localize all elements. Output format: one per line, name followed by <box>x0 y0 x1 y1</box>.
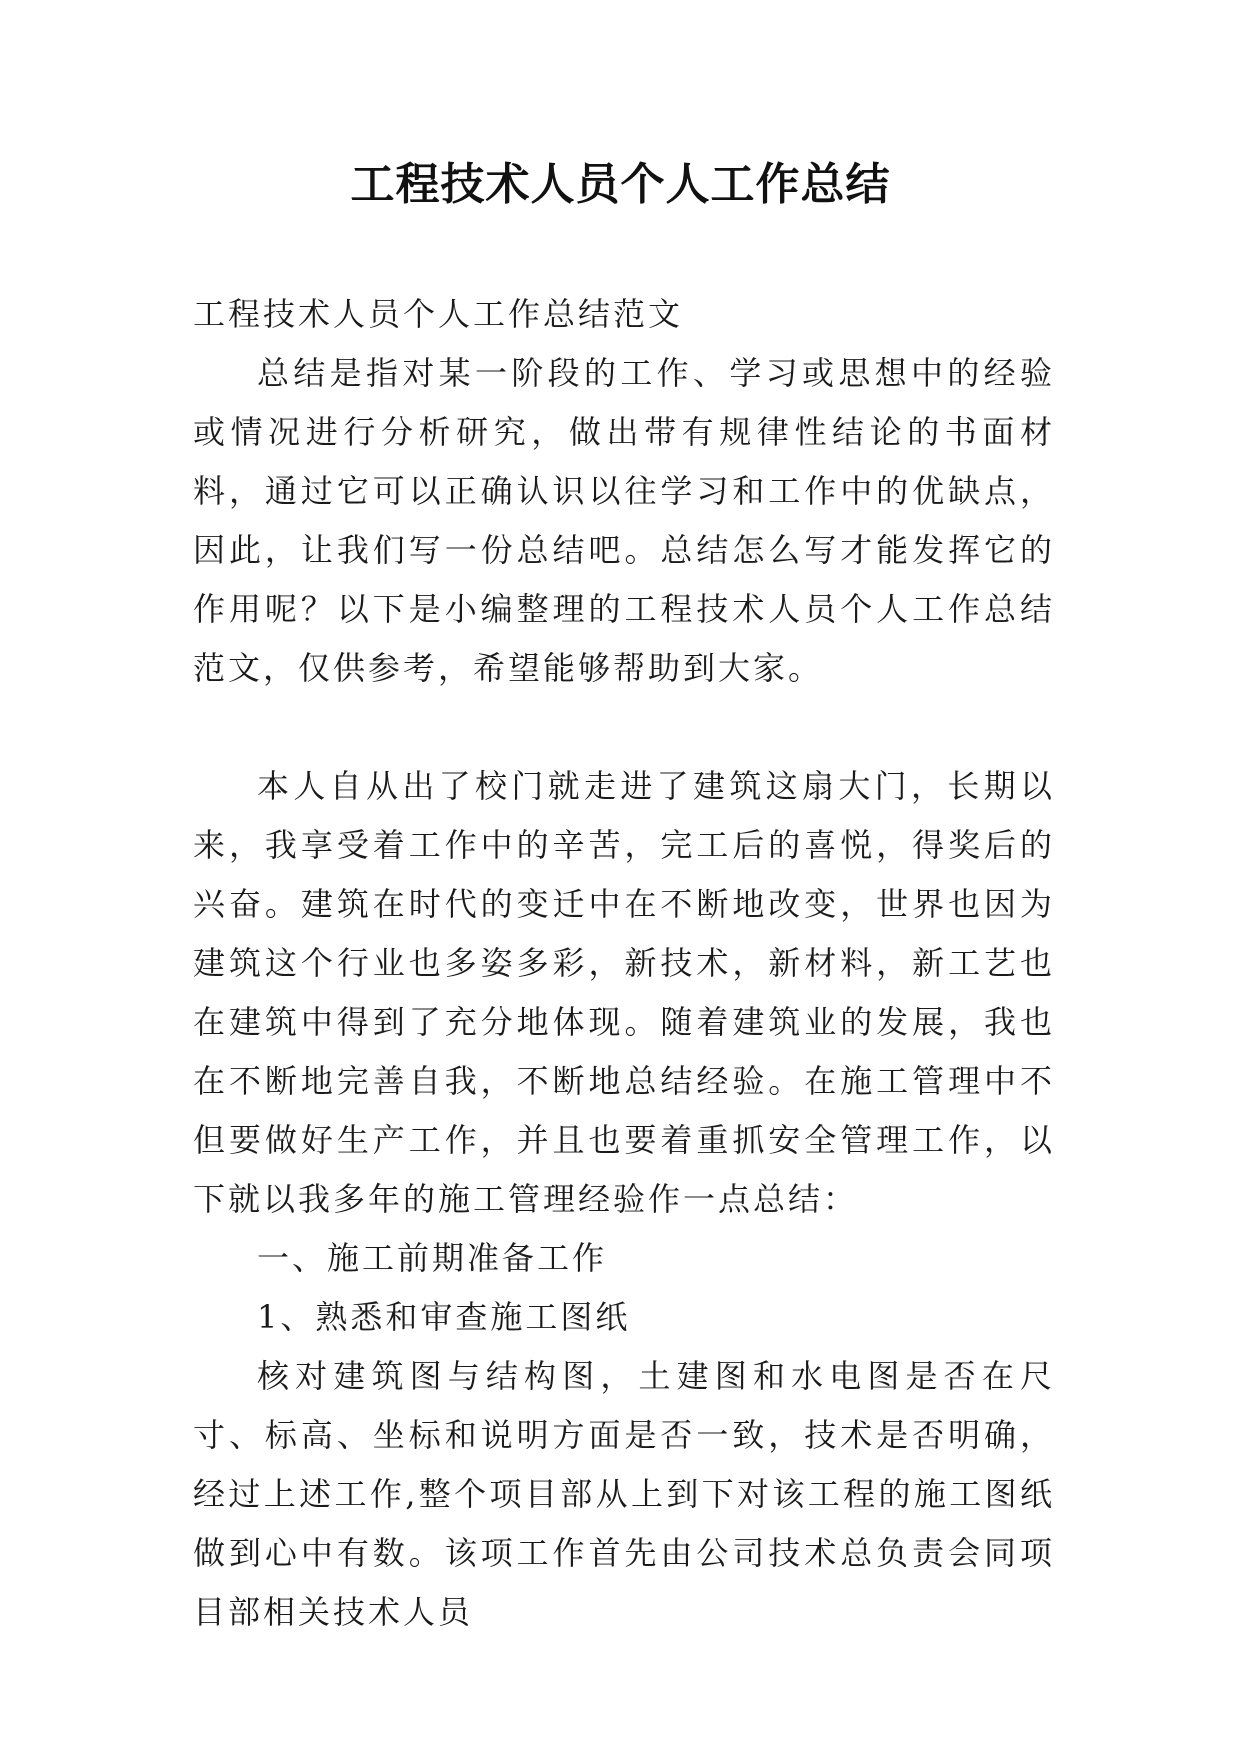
paragraph-intro: 总结是指对某一阶段的工作、学习或思想中的经验或情况进行分析研究，做出带有规律性结论的书面材料，通过它可以正确认识以往学习和工作中的优缺点，因此，让我们写一份总结吧。总结怎么写才能发挥它的作用呢？以下是小编整理的工程技术人员个人工作总结范文，仅供参考，希望能够帮助到大家。 <box>193 354 1055 687</box>
paragraph-spacer <box>193 698 1055 757</box>
paragraph-experience: 本人自从出了校门就走进了建筑这扇大门，长期以来，我享受着工作中的辛苦，完工后的喜悦，得奖后的兴奋。建筑在时代的变迁中在不断地改变，世界也因为建筑这个行业也多姿多彩，新技术，新材料，新工艺也在建筑中得到了充分地体现。随着建筑业的发展，我也在不断地完善自我，不断地总结经验。在施工管理中不但要做好生产工作，并且也要着重抓安全管理工作，以下就以我多年的施工管理经验作一点总结： <box>193 767 1055 1218</box>
document-body <box>193 285 1055 1642</box>
paragraph-drawing-review: 核对建筑图与结构图，土建图和水电图是否在尺寸、标高、坐标和说明方面是否一致，技术是否明确，经过上述工作,整个项目部从上到下对该工程的施工图纸做到心中有数。该项工作首先由公司技术总负责会同项目部相关技术人员 <box>193 1357 1055 1631</box>
subsection-heading-1-1: 1、熟悉和审查施工图纸 <box>257 1298 631 1336</box>
document-title: 工程技术人员个人工作总结 <box>350 159 891 210</box>
document-subtitle: 工程技术人员个人工作总结范文 <box>193 295 684 333</box>
section-heading-1: 一、施工前期准备工作 <box>257 1239 608 1277</box>
